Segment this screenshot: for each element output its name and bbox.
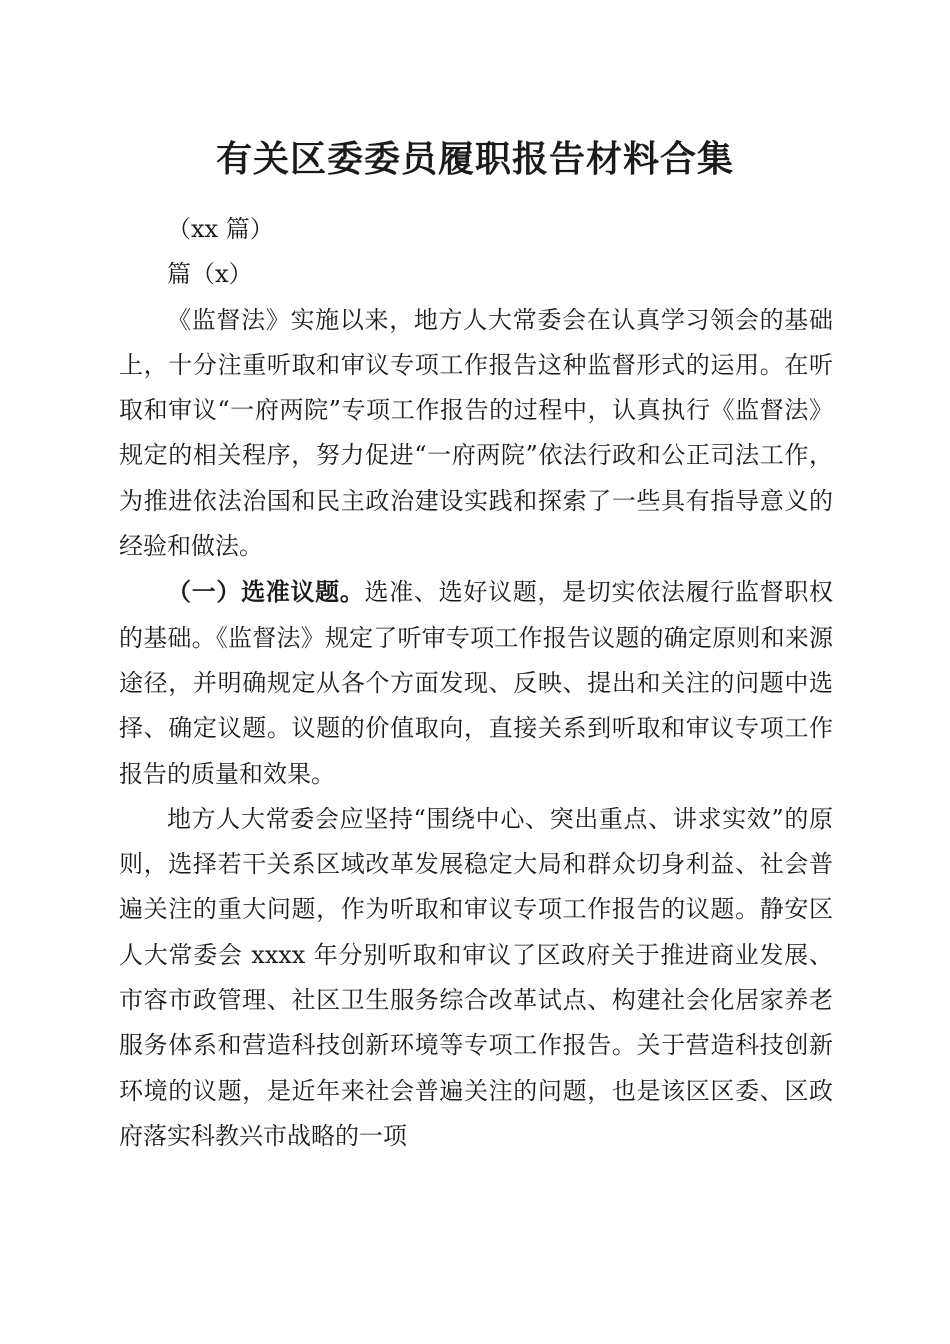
document-title: 有关区委委员履职报告材料合集 bbox=[215, 138, 734, 180]
paragraph-2-text: 选准、选好议题，是切实依法履行监督职权的基础。《监督法》规定了听审专项工作报告议题的确定原则和来源途径，并明确规定从各个方面发现、反映、提出和关注的问题中选择、确定议题。议题的价值取向，直接关系到听取和审议专项工作报告的质量和效果。 bbox=[119, 578, 834, 788]
paragraph-1-text: 《监督法》实施以来，地方人大常委会在认真学习领会的基础上，十分注重听取和审议专项工作报告这种监督形式的运用。在听取和审议“一府两院”专项工作报告的过程中，认真执行《监督法》规定的相关程序，努力促进“一府两院”依法行政和公正司法工作，为推进依法治国和民主政治建设实践和探索了一些具有指导意义的经验和做法。 bbox=[119, 305, 833, 561]
section-label: 篇（x） bbox=[167, 260, 253, 289]
count-note: （xx 篇） bbox=[167, 215, 274, 243]
paragraph-2 bbox=[119, 569, 833, 796]
paragraph-3-text: 地方人大常委会应坚持“围绕中心、突出重点、讲求实效”的原则，选择若干关系区域改革发展稳定大局和群众切身利益、社会普遍关注的重大问题，作为听取和审议专项工作报告的议题。静安区人大常委会 xxxx 年分别听取和审议了区政府关于推进商业发展、市容市政管理、社区卫生服务综合改革试点、构建社会化居家养老服务体系和营造科技创新环境等专项工作报告。关于营造科技创新环境的议题，是近年来社会普遍关注的问题，也是该区区委、区政府落实科教兴市战略的一项 bbox=[119, 804, 833, 1150]
paragraph-2-heading: （一）选准议题。 bbox=[167, 577, 365, 607]
paragraph-3 bbox=[119, 797, 833, 1159]
paragraph-1 bbox=[119, 298, 833, 570]
document-body bbox=[119, 207, 833, 1159]
